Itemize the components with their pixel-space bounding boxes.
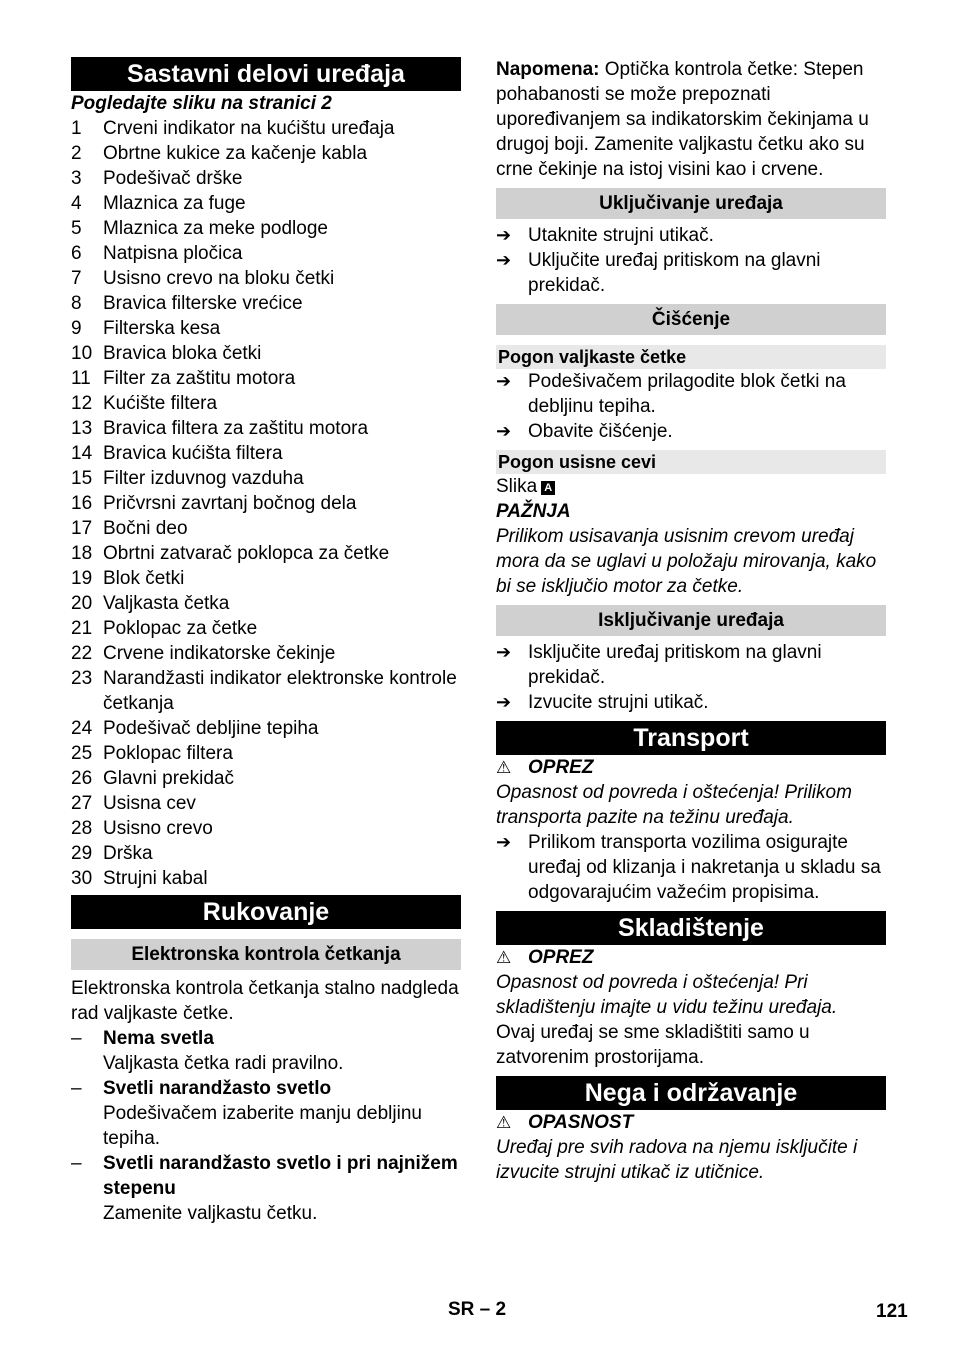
part-label: Podešivač debljine tepiha	[103, 718, 319, 739]
dash-icon: –	[71, 1153, 82, 1174]
part-number: 10	[71, 343, 93, 364]
part-number: 22	[71, 643, 93, 664]
list-item	[71, 141, 461, 166]
part-label: Crveni indikator na kućištu uređaja	[103, 118, 395, 139]
note-text: Optička kontrola četke: Stepen pohabanosti se može prepoznati upoređivanjem sa indikatorskim čekinjama u drugoj boji. Zamenite valjkastu četku ako su crne čekinje na istoj visini kao i crvene.	[496, 59, 869, 180]
list-item	[71, 291, 461, 316]
ebc-heading: Elektronska kontrola četkanja	[71, 939, 461, 970]
figure-label: Slika	[496, 476, 538, 497]
handling-heading: Rukovanje	[71, 895, 461, 929]
arrow-right-icon: ➔	[496, 421, 512, 441]
list-item	[71, 416, 461, 441]
roller-heading: Pogon valjkaste četke	[496, 345, 886, 369]
list-item	[71, 391, 461, 416]
transport-caution	[496, 755, 886, 780]
part-number: 27	[71, 793, 93, 814]
part-label: Usisno crevo na bloku četki	[103, 268, 335, 289]
note	[496, 57, 886, 182]
switch-on-heading: Uključivanje uređaja	[496, 188, 886, 219]
ebc-item-text: Podešivačem izaberite manju debljinu tepiha.	[103, 1103, 422, 1149]
part-number: 12	[71, 393, 93, 414]
danger-label: OPASNOST	[528, 1112, 634, 1133]
footer-page-number: 121	[876, 1301, 908, 1322]
switch-off-heading: Isključivanje uređaja	[496, 605, 886, 636]
part-label: Poklopac filtera	[103, 743, 233, 764]
part-number: 19	[71, 568, 93, 589]
list-item	[71, 766, 461, 791]
part-number: 20	[71, 593, 93, 614]
list-item	[71, 316, 461, 341]
part-number: 29	[71, 843, 93, 864]
part-label: Mlaznica za fuge	[103, 193, 246, 214]
ebc-items	[71, 1026, 461, 1226]
part-number: 1	[71, 118, 82, 139]
part-label: Usisna cev	[103, 793, 196, 814]
step-item	[496, 223, 886, 248]
arrow-right-icon: ➔	[496, 225, 512, 245]
transport-heading: Transport	[496, 721, 886, 755]
step-text: Obavite čišćenje.	[528, 421, 673, 442]
part-number: 9	[71, 318, 82, 339]
part-label: Pričvrsni zavrtanj bočnog dela	[103, 493, 357, 514]
part-label: Bočni deo	[103, 518, 188, 539]
list-item	[71, 516, 461, 541]
part-label: Obrtne kukice za kačenje kabla	[103, 143, 368, 164]
list-item	[71, 341, 461, 366]
ebc-item-text: Zamenite valjkastu četku.	[103, 1203, 318, 1224]
part-number: 13	[71, 418, 93, 439]
ebc-item	[71, 1151, 461, 1201]
storage-heading: Skladištenje	[496, 911, 886, 945]
step-text: Prilikom transporta vozilima osigurajte uređaj od klizanja i nakretanja u skladu sa odgovarajućim važećim propisima.	[528, 832, 881, 903]
arrow-right-icon: ➔	[496, 692, 512, 712]
part-number: 8	[71, 293, 82, 314]
part-label: Filterska kesa	[103, 318, 221, 339]
part-label: Strujni kabal	[103, 868, 208, 889]
part-label: Bravica bloka četki	[103, 343, 262, 364]
list-item	[71, 541, 461, 566]
ebc-item-text: Valjkasta četka radi pravilno.	[103, 1053, 344, 1074]
left-column	[71, 57, 461, 1226]
step-text: Utaknite strujni utikač.	[528, 225, 714, 246]
part-number: 3	[71, 168, 82, 189]
list-item	[71, 566, 461, 591]
part-number: 4	[71, 193, 82, 214]
list-item	[71, 641, 461, 666]
part-number: 16	[71, 493, 93, 514]
part-label: Podešivač drške	[103, 168, 243, 189]
part-label: Filter za zaštitu motora	[103, 368, 296, 389]
part-number: 5	[71, 218, 82, 239]
list-item	[71, 841, 461, 866]
note-label: Napomena:	[496, 59, 600, 80]
list-item	[71, 216, 461, 241]
part-label: Crvene indikatorske čekinje	[103, 643, 336, 664]
danger-warning	[496, 1110, 886, 1135]
part-number: 23	[71, 668, 93, 689]
list-item	[71, 816, 461, 841]
warning-triangle-icon: ⚠	[496, 948, 512, 967]
step-item	[496, 419, 886, 444]
danger-text: Uređaj pre svih radova na njemu isključite i izvucite strujni utikač iz utičnice.	[496, 1137, 858, 1183]
part-number: 11	[71, 368, 91, 389]
transport-caution-label: OPREZ	[528, 757, 594, 778]
right-column	[496, 57, 886, 1185]
arrow-right-icon: ➔	[496, 250, 512, 270]
warning-triangle-icon: ⚠	[496, 758, 512, 777]
figure-letter-icon: A	[541, 481, 555, 495]
attention-text: Prilikom usisavanja usisnim crevom uređaj mora da se uglavi u položaju mirovanja, kako bi se isključio motor za četke.	[496, 526, 877, 597]
part-label: Bravica filtera za zaštitu motora	[103, 418, 369, 439]
switch-off-steps	[496, 640, 886, 715]
part-number: 2	[71, 143, 82, 164]
parts-list	[71, 116, 461, 891]
list-item	[71, 716, 461, 741]
transport-caution-text: Opasnost od povreda i oštećenja! Prilikom transporta pazite na težinu uređaja.	[496, 782, 852, 828]
arrow-right-icon: ➔	[496, 642, 512, 662]
part-number: 25	[71, 743, 93, 764]
list-item	[71, 666, 461, 716]
part-label: Glavni prekidač	[103, 768, 234, 789]
ebc-item-title: Svetli narandžasto svetlo	[103, 1078, 332, 1099]
footer-language-page: SR – 2	[448, 1299, 507, 1320]
step-text: Isključite uređaj pritiskom na glavni prekidač.	[528, 642, 822, 688]
part-label: Natpisna pločica	[103, 243, 243, 264]
part-number: 7	[71, 268, 82, 289]
part-label: Kućište filtera	[103, 393, 218, 414]
part-label: Valjkasta četka	[103, 593, 230, 614]
part-number: 21	[71, 618, 93, 639]
list-item	[71, 866, 461, 891]
parts-reference: Pogledajte sliku na stranici 2	[71, 93, 332, 114]
list-item	[71, 366, 461, 391]
part-number: 26	[71, 768, 93, 789]
roller-steps	[496, 369, 886, 444]
arrow-right-icon: ➔	[496, 371, 512, 391]
cleaning-heading: Čišćenje	[496, 304, 886, 335]
part-number: 15	[71, 468, 93, 489]
part-label: Bravica filterske vrećice	[103, 293, 303, 314]
part-label: Usisno crevo	[103, 818, 213, 839]
ebc-item-title: Svetli narandžasto svetlo i pri najnižem stepenu	[103, 1153, 458, 1199]
part-number: 28	[71, 818, 93, 839]
part-number: 24	[71, 718, 93, 739]
list-item	[71, 166, 461, 191]
ebc-item	[71, 1076, 461, 1101]
list-item	[71, 591, 461, 616]
step-text: Uključite uređaj pritiskom na glavni prekidač.	[528, 250, 821, 296]
step-item	[496, 248, 886, 298]
dash-icon: –	[71, 1028, 82, 1049]
part-label: Narandžasti indikator elektronske kontrole četkanja	[103, 668, 457, 714]
list-item	[71, 741, 461, 766]
storage-caution	[496, 945, 886, 970]
storage-caution-label: OPREZ	[528, 947, 594, 968]
step-item	[496, 369, 886, 419]
list-item	[71, 266, 461, 291]
transport-steps	[496, 830, 886, 905]
part-label: Bravica kućišta filtera	[103, 443, 283, 464]
list-item	[71, 241, 461, 266]
list-item	[71, 116, 461, 141]
part-label: Filter izduvnog vazduha	[103, 468, 304, 489]
part-number: 6	[71, 243, 82, 264]
step-item	[496, 690, 886, 715]
part-label: Drška	[103, 843, 153, 864]
ebc-description: Elektronska kontrola četkanja stalno nadgleda rad valjkaste četke.	[71, 978, 459, 1024]
list-item	[71, 791, 461, 816]
part-label: Blok četki	[103, 568, 185, 589]
step-item	[496, 830, 886, 905]
arrow-right-icon: ➔	[496, 832, 512, 852]
storage-text: Ovaj uređaj se sme skladištiti samo u zatvorenim prostorijama.	[496, 1022, 810, 1068]
dash-icon: –	[71, 1078, 82, 1099]
step-text: Podešivačem prilagodite blok četki na debljinu tepiha.	[528, 371, 846, 417]
attention-label: PAŽNJA	[496, 501, 571, 522]
switch-on-steps	[496, 223, 886, 298]
storage-caution-text: Opasnost od povreda i oštećenja! Pri skladištenju imajte u vidu težinu uređaja.	[496, 972, 838, 1018]
tube-heading: Pogon usisne cevi	[496, 450, 886, 474]
parts-heading: Sastavni delovi uređaja	[71, 57, 461, 91]
list-item	[71, 441, 461, 466]
part-label: Poklopac za četke	[103, 618, 258, 639]
ebc-item	[71, 1026, 461, 1051]
maintenance-heading: Nega i održavanje	[496, 1076, 886, 1110]
part-label: Mlaznica za meke podloge	[103, 218, 328, 239]
part-number: 30	[71, 868, 93, 889]
part-number: 18	[71, 543, 93, 564]
warning-triangle-icon: ⚠	[496, 1113, 512, 1132]
list-item	[71, 491, 461, 516]
figure-reference	[496, 474, 886, 499]
part-label: Obrtni zatvarač poklopca za četke	[103, 543, 390, 564]
ebc-item-title: Nema svetla	[103, 1028, 214, 1049]
list-item	[71, 616, 461, 641]
part-number: 17	[71, 518, 93, 539]
list-item	[71, 466, 461, 491]
step-item	[496, 640, 886, 690]
step-text: Izvucite strujni utikač.	[528, 692, 709, 713]
part-number: 14	[71, 443, 93, 464]
list-item	[71, 191, 461, 216]
